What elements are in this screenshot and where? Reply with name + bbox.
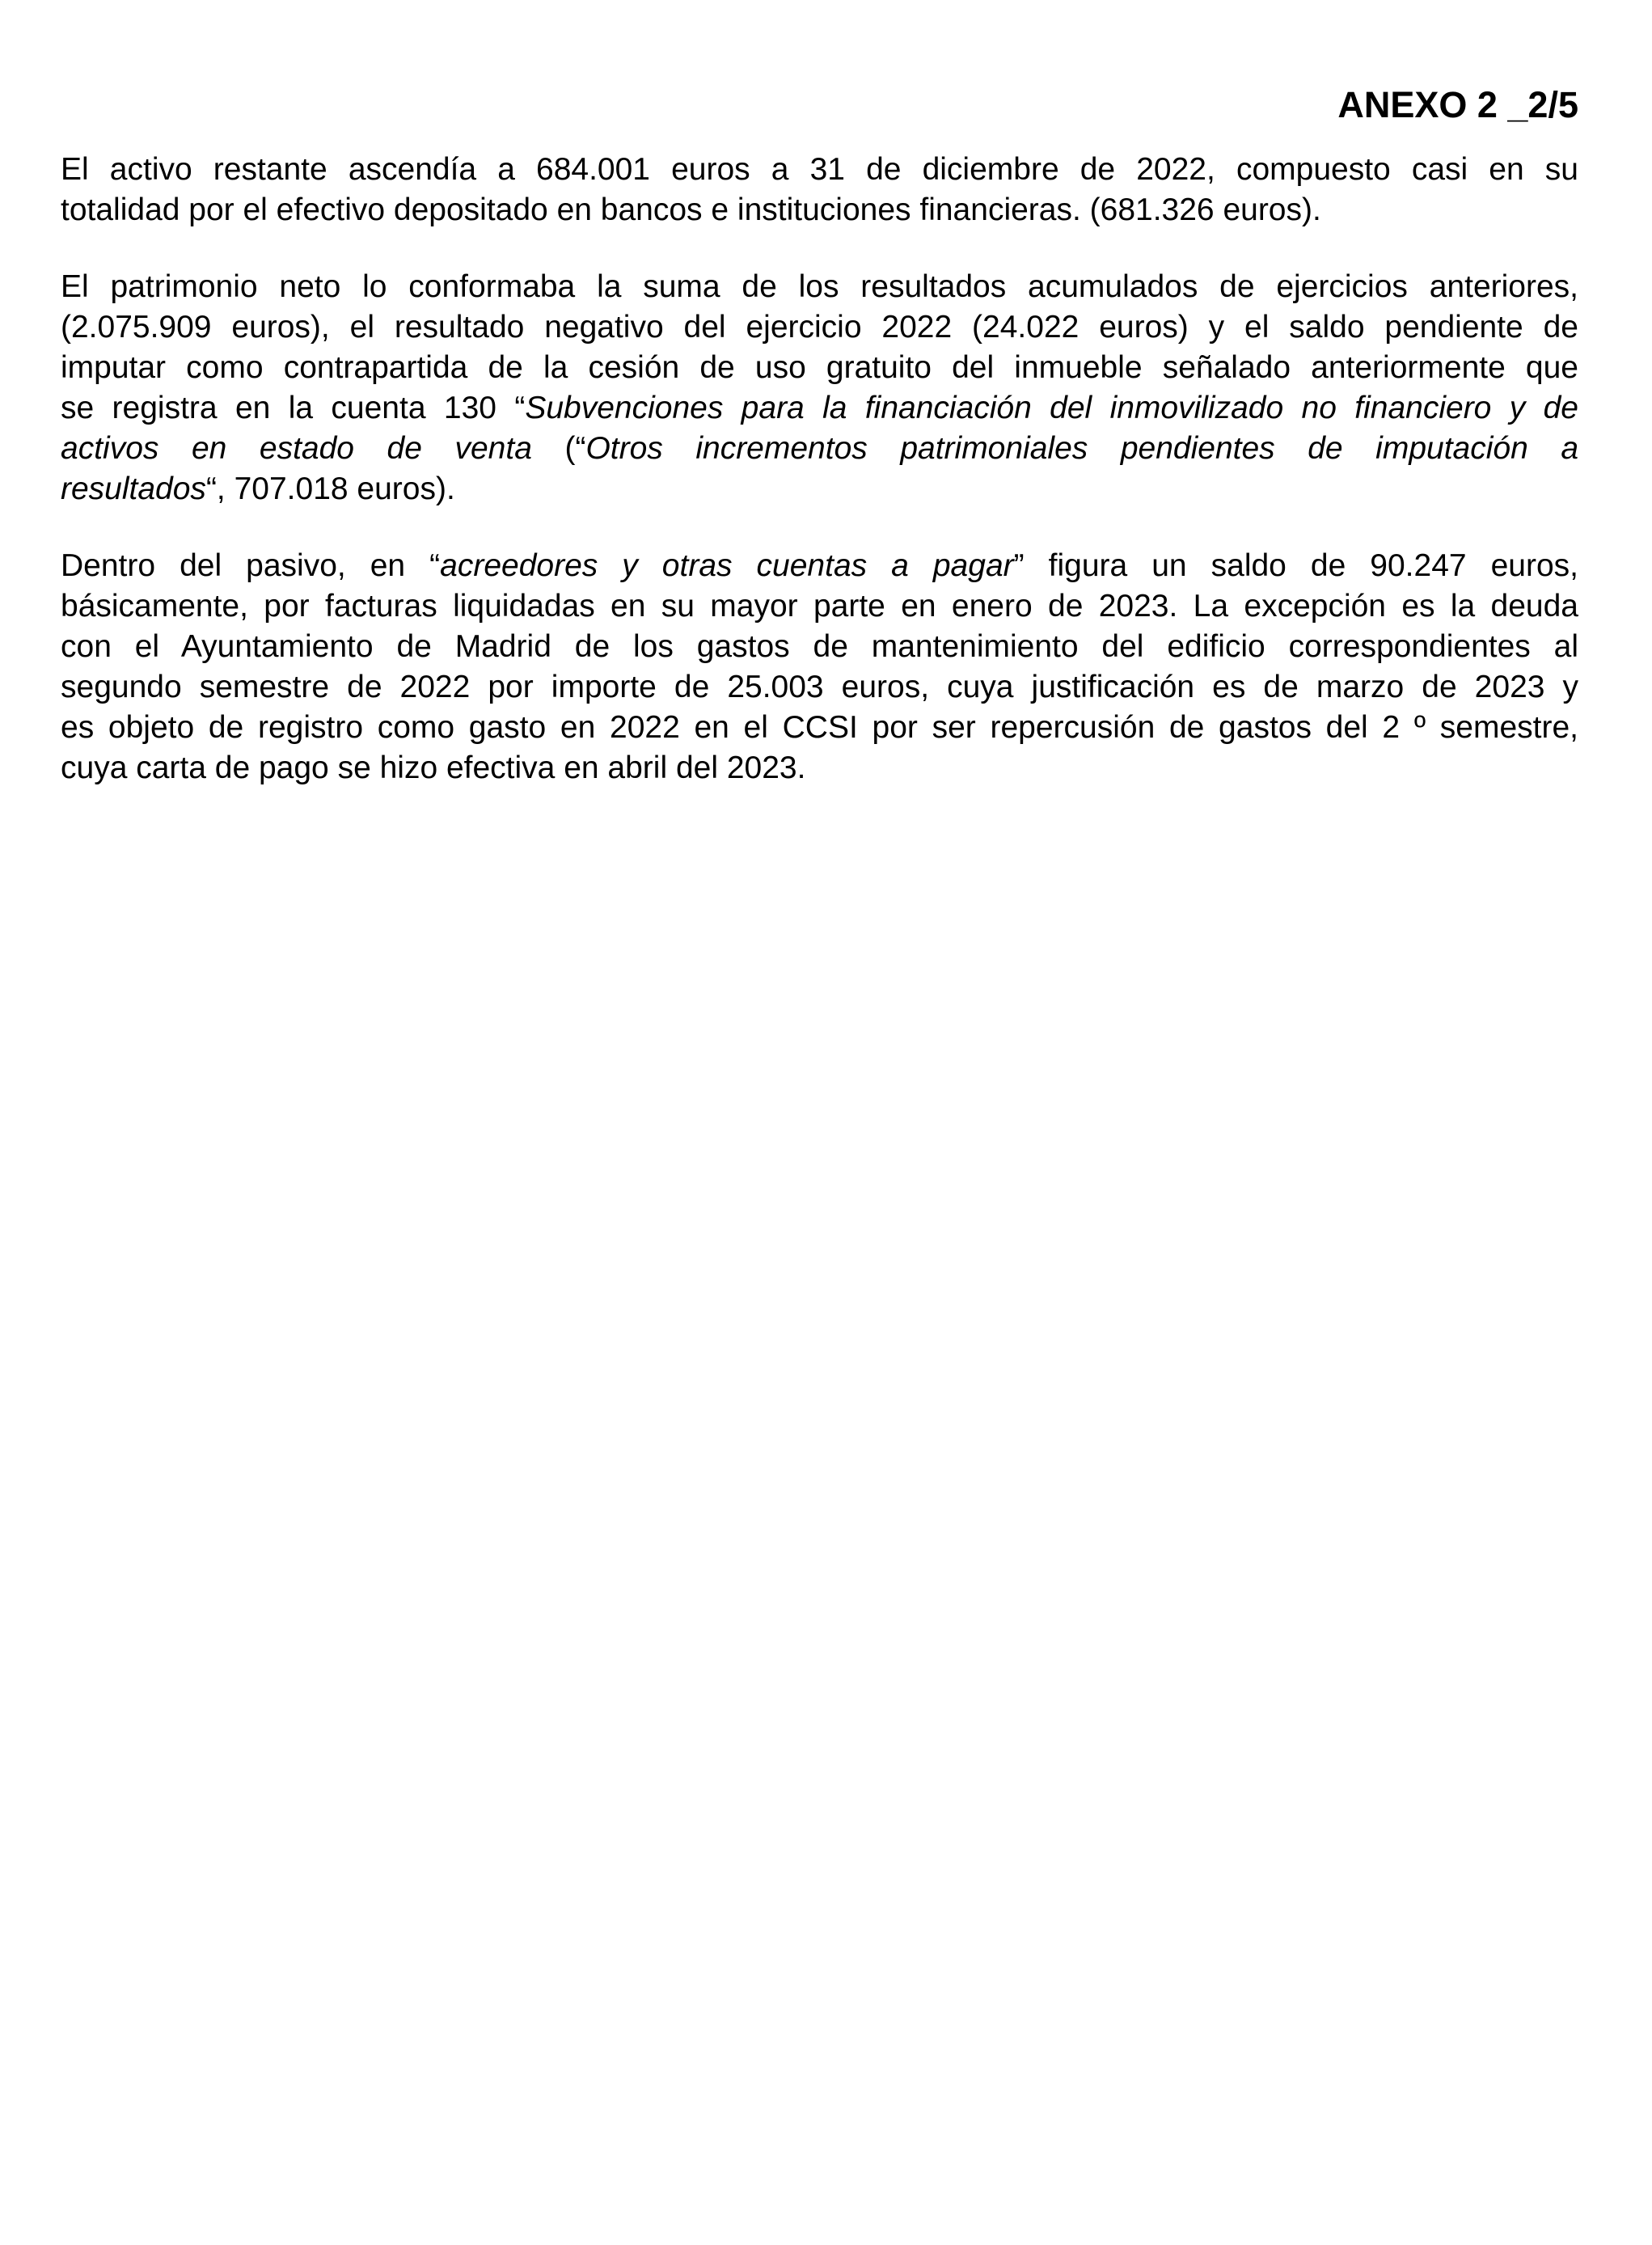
- paragraph: [61, 267, 1578, 509]
- text-run: totalidad por el efectivo depositado en bancos e instituciones financieras. (681.326 euros).: [61, 192, 1321, 227]
- italic-text-run: Subvenciones para la financiación del inmovilizado no financiero y de: [525, 391, 1578, 425]
- text-line: [61, 429, 1578, 469]
- text-run: básicamente, por facturas liquidadas en su mayor parte en enero de 2023. La excepción es la deuda: [61, 589, 1578, 624]
- text-run: con el Ayuntamiento de Madrid de los gastos de mantenimiento del edificio correspondientes al: [61, 629, 1578, 664]
- text-run: ” figura un saldo de 90.247 euros,: [1013, 548, 1578, 583]
- text-run: es objeto de registro como gasto en 2022 en el CCSI por ser repercusión de gastos del 2 º semestre,: [61, 710, 1578, 745]
- text-line: [61, 627, 1578, 667]
- text-line: [61, 190, 1578, 230]
- text-run: imputar como contrapartida de la cesión de uso gratuito del inmueble señalado anteriormente que: [61, 350, 1578, 385]
- text-line: [61, 708, 1578, 748]
- page-header: [61, 85, 1578, 125]
- text-run: El activo restante ascendía a 684.001 euros a 31 de diciembre de 2022, compuesto casi en su: [61, 152, 1578, 187]
- text-line: [61, 667, 1578, 708]
- text-run: “, 707.018 euros).: [205, 471, 455, 506]
- text-line: [61, 469, 1578, 509]
- text-line: [61, 267, 1578, 307]
- page-content: [0, 0, 1652, 788]
- text-line: [61, 586, 1578, 627]
- text-run: segundo semestre de 2022 por importe de 25.003 euros, cuya justificación es de marzo de 2023 y: [61, 670, 1578, 704]
- text-run: El patrimonio neto lo conformaba la suma de los resultados acumulados de ejercicios anteriores,: [61, 269, 1578, 304]
- text-run: (“: [531, 431, 586, 466]
- text-line: [61, 348, 1578, 388]
- text-run: cuya carta de pago se hizo efectiva en abril del 2023.: [61, 750, 806, 785]
- italic-text-run: resultados: [61, 471, 206, 506]
- annex-page-label: ANEXO 2 _2/5: [1337, 84, 1578, 125]
- text-run: se registra en la cuenta 130 “: [61, 391, 526, 425]
- italic-text-run: activos en estado de venta: [61, 431, 532, 466]
- text-line: [61, 748, 1578, 788]
- italic-text-run: acreedores y otras cuentas a pagar: [440, 548, 1014, 583]
- italic-text-run: Otros incrementos patrimoniales pendientes de imputación a: [585, 431, 1579, 466]
- text-line: [61, 307, 1578, 348]
- text-run: Dentro del pasivo, en “: [61, 548, 441, 583]
- document-body: [61, 150, 1578, 788]
- text-line: [61, 150, 1578, 190]
- text-run: (2.075.909 euros), el resultado negativo del ejercicio 2022 (24.022 euros) y el saldo pendiente de: [61, 310, 1578, 345]
- text-line: [61, 388, 1578, 429]
- paragraph: [61, 150, 1578, 230]
- text-line: [61, 546, 1578, 586]
- paragraph: [61, 546, 1578, 788]
